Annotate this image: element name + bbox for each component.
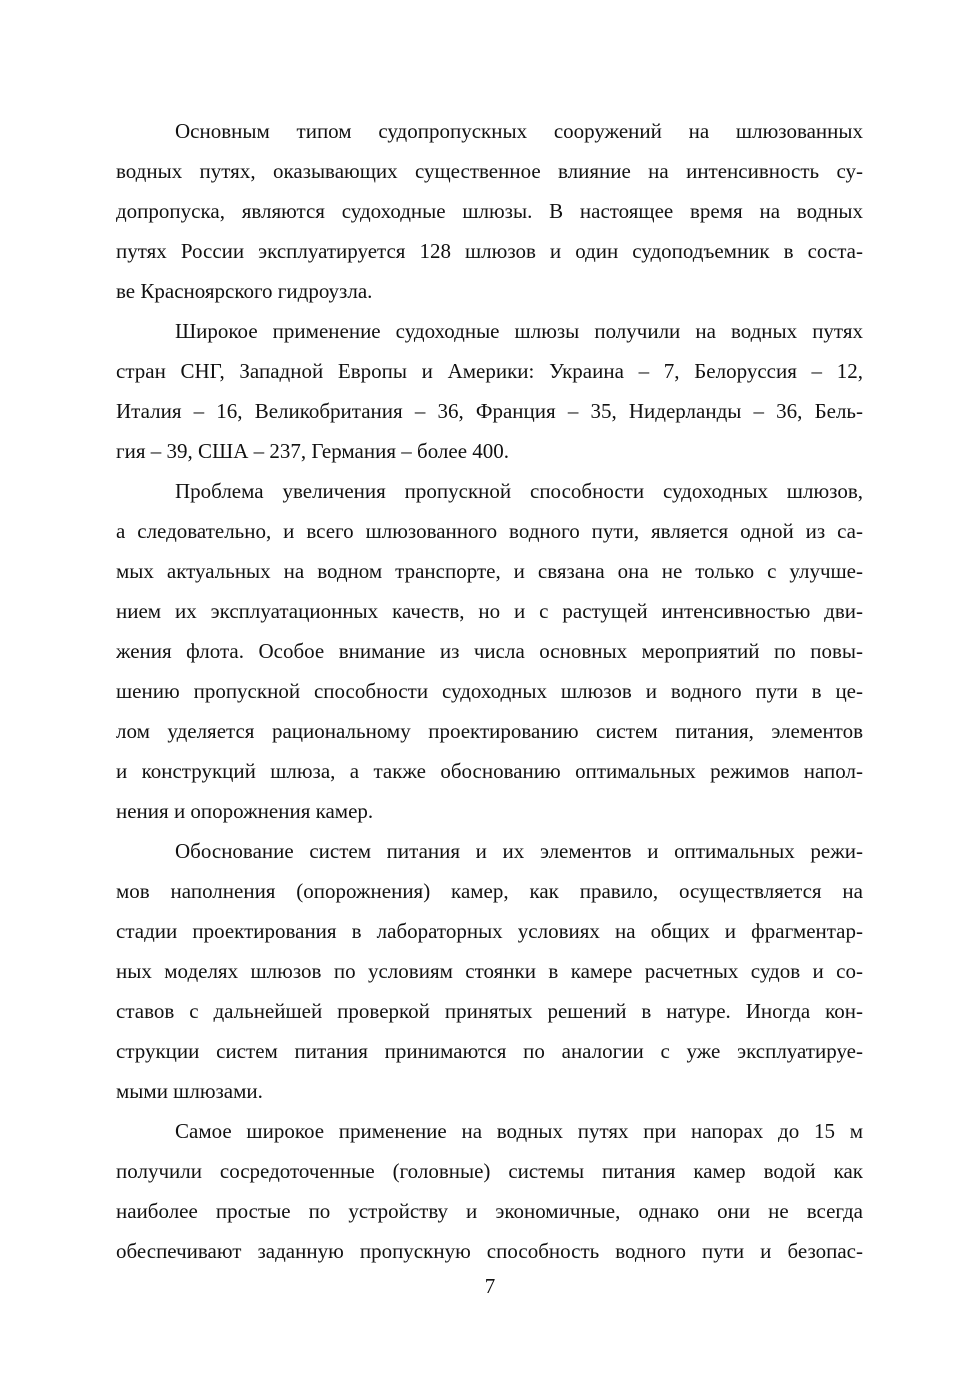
text-line: струкции систем питания принимаются по аналогии с уже эксплуатируе- <box>116 1039 863 1063</box>
text-line: Самое широкое применение на водных путях при напорах до 15 м <box>175 1119 863 1143</box>
text-line: Основным типом судопропускных сооружений на шлюзованных <box>175 119 863 143</box>
text-line: стадии проектирования в лабораторных условиях на общих и фрагментар- <box>116 919 863 943</box>
text-line: водных путях, оказывающих существенное влияние на интенсивность су- <box>116 159 863 183</box>
text-line: получили сосредоточенные (головные) системы питания камер водой как <box>116 1159 863 1183</box>
text-line: жения флота. Особое внимание из числа основных мероприятий по повы- <box>116 639 863 663</box>
paragraph-3 <box>116 471 863 831</box>
text-line: ных моделях шлюзов по условиям стоянки в камере расчетных судов и со- <box>116 959 863 983</box>
text-line: Проблема увеличения пропускной способности судоходных шлюзов, <box>175 479 863 503</box>
text-line: и конструкций шлюза, а также обоснованию оптимальных режимов напол- <box>116 759 863 783</box>
text-line: нием их эксплуатационных качеств, но и с растущей интенсивностью дви- <box>116 599 863 623</box>
document-body <box>116 111 863 1271</box>
text-line: мов наполнения (опорожнения) камер, как правило, осуществляется на <box>116 879 863 903</box>
text-line: мыми шлюзами. <box>116 1079 263 1103</box>
text-line: допропуска, являются судоходные шлюзы. В настоящее время на водных <box>116 199 863 223</box>
text-line: наиболее простые по устройству и экономичные, однако они не всегда <box>116 1199 863 1223</box>
text-line: ставов с дальнейшей проверкой принятых решений в натуре. Иногда кон- <box>116 999 863 1023</box>
text-line: стран СНГ, Западной Европы и Америки: Украина – 7, Белоруссия – 12, <box>116 359 863 383</box>
text-line: обеспечивают заданную пропускную способность водного пути и безопас- <box>116 1239 863 1263</box>
text-line: ве Красноярского гидроузла. <box>116 279 373 303</box>
text-line: путях России эксплуатируется 128 шлюзов и один судоподъемник в соста- <box>116 239 863 263</box>
text-line: шению пропускной способности судоходных шлюзов и водного пути в це- <box>116 679 863 703</box>
text-line: лом уделяется рациональному проектированию систем питания, элементов <box>116 719 863 743</box>
paragraph-5 <box>116 1111 863 1271</box>
text-line: Обоснование систем питания и их элементов и оптимальных режи- <box>175 839 863 863</box>
paragraph-1 <box>116 111 863 311</box>
text-line: гия – 39, США – 237, Германия – более 400. <box>116 439 510 463</box>
text-line: а следовательно, и всего шлюзованного водного пути, является одной из са- <box>116 519 863 543</box>
paragraph-2 <box>116 311 863 471</box>
text-line: Италия – 16, Великобритания – 36, Франция – 35, Нидерланды – 36, Бель- <box>116 399 863 423</box>
paragraph-4 <box>116 831 863 1111</box>
text-line: мых актуальных на водном транспорте, и связана она не только с улучше- <box>116 559 863 583</box>
text-line: нения и опорожнения камер. <box>116 799 374 823</box>
text-line: Широкое применение судоходные шлюзы получили на водных путях <box>175 319 863 343</box>
page-number: 7 <box>484 1274 496 1298</box>
